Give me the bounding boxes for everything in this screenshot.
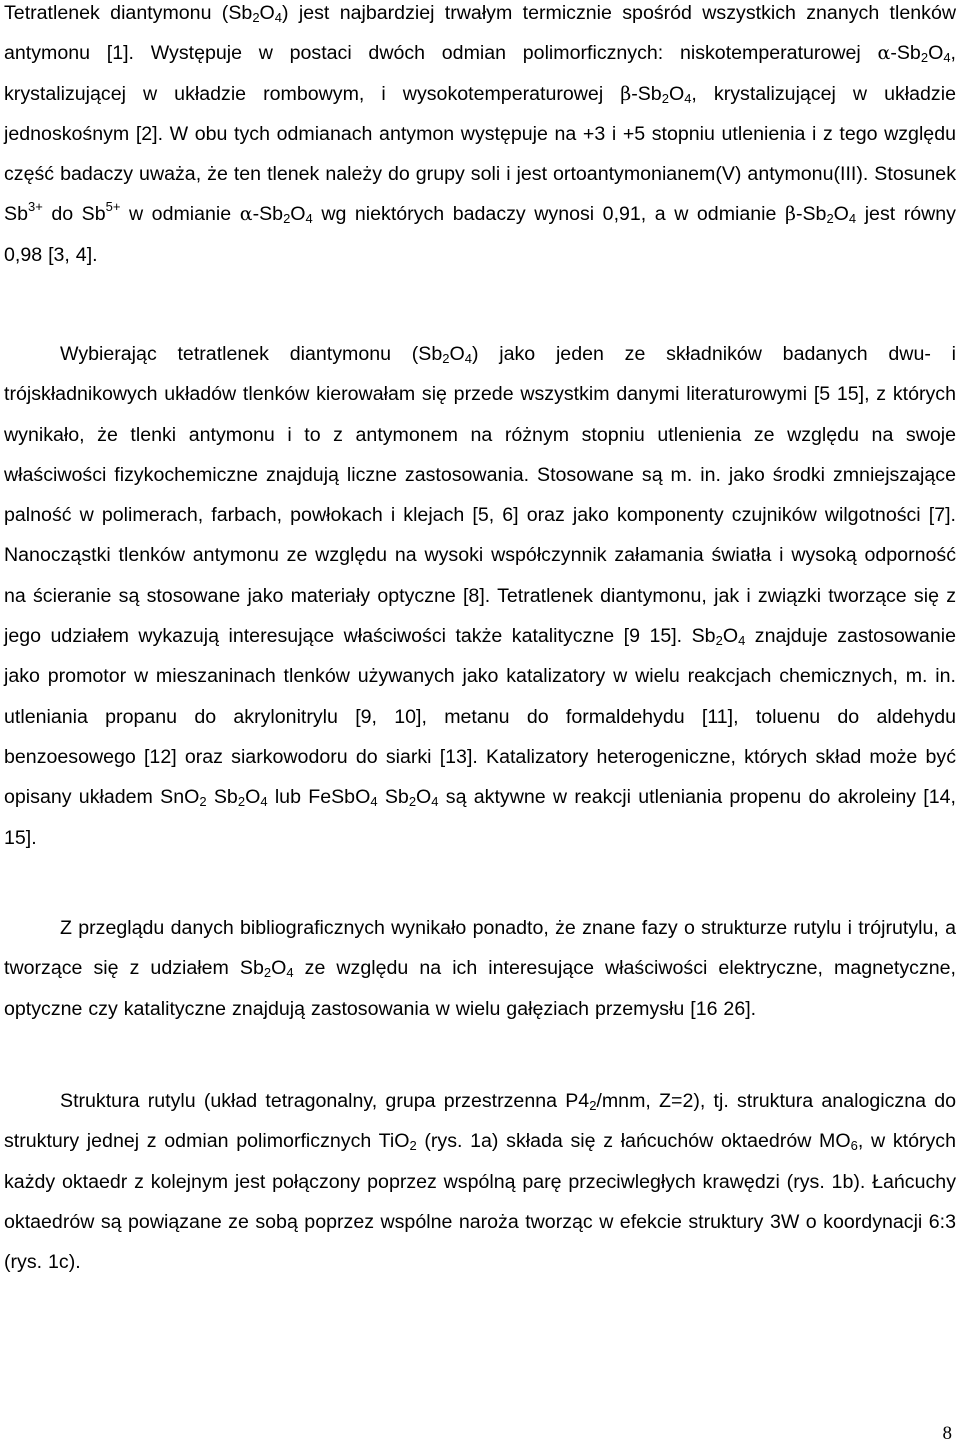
subscript: 2 [715,633,723,649]
greek-letter: α [877,42,891,65]
subscript: 6 [850,1138,858,1154]
text-run: są aktywne w reakcji utleniania propenu do akroleiny [14, 15]. [4,786,956,849]
subscript: 2 [589,1098,597,1113]
subscript: 4 [274,10,283,25]
text-run: O [259,2,275,24]
text-run: -Sb [795,203,827,226]
subscript: 4 [370,794,378,810]
greek-letter: α [239,203,253,226]
text-run: O [271,957,287,980]
subscript: 4 [848,211,857,227]
superscript: 3+ [27,199,43,215]
text-run: O [416,786,432,809]
subscript: 2 [237,794,246,810]
text-run: lub FeSbO [267,786,371,809]
text-run: Sb [377,786,409,809]
text-run: do Sb [42,203,106,226]
text-run: , krystalizującej w układzie rombowym, i wysokotemperaturowej [4,42,956,105]
subscript: 4 [738,633,746,649]
text-run: O [833,203,849,226]
text-run: , w których każdy oktaedr z kolejnym jest połączony poprzez wspólną parę przeciwległych krawędzi (rys. 1b). Łańcuchy oktaedrów są powiązane ze sobą poprzez wspólne naroża tworząc w efekcie struktury 3W o koordynacji 6:3 (rys. 1c). [4,1130,956,1274]
subscript: 4 [260,794,268,810]
text-run: ) jest najbardziej trwałym termicznie spośród wszystkich znanych tlenków antymonu [1]. Występuje w postaci dwóch odmian polimorficznych: niskotemperaturowej [4,2,956,65]
text-run: Tetratlenek diantymonu (Sb [4,2,253,24]
text-run: /mnm, Z=2), tj. struktura analogiczna do struktury jednej z odmian polimorficznych TiO [4,1090,956,1153]
text-run: ze względu na ich interesujące właściwości elektryczne, magnetyczne, optyczne czy katalityczne znajdują zastosowania w wielu gałęziach przemysłu [16 26]. [4,957,957,1020]
paragraph-rutile-phases [4,908,956,1029]
greek-letter: β [620,82,632,105]
greek-letter: β [784,203,796,226]
subscript: 4 [431,794,439,810]
paragraph-sb2o4-polymorphs [4,0,956,275]
text-run: ) jako jeden ze składników badanych dwu- i trójskładnikowych układów tlenków kierowałam się przede wszystkim danymi literaturowymi [5 15], z których wynikało, że tlenki antymonu i to z antymonem na różnym stopniu utlenienia ze względu na swoje właściwości fizykochemiczne znajdują liczne zastosowania. Stosowane są m. in. jako środki zmniejszające palność w polimerach, farbach, powłokach i klejach [5, 6] oraz jako komponenty czujników wilgotności [7]. Nanocząstki tlenków antymonu ze względu na wysoki współczynnik załamania światła i wysoką odporność na ścieranie są stosowane jako materiały optyczne [8]. Tetratlenek diantymonu, jak i związki tworzące się z jego udziałem wykazują interesujące właściwości także katalityczne [9 15]. Sb [4,343,956,648]
text-run: , krystalizującej w układzie jednoskośnym [2]. W obu tych odmianach antymon występuje na +3 i +5 stopniu utlenienia i z tego względu część badaczy uważa, że ten tlenek należy do grupy soli i jest ortoantymonianem(V) antymonu(III). Stosunek Sb [4,82,956,226]
text-run: O [449,343,465,365]
page-number: 8 [942,1423,952,1444]
paragraph-applications [4,334,956,858]
subscript: 2 [283,211,291,227]
paragraph-rutile-structure [4,1081,956,1282]
subscript: 2 [920,50,929,66]
subscript: 4 [943,50,951,66]
subscript: 2 [661,90,669,106]
text-run: -Sb [890,42,921,65]
subscript: 2 [826,211,834,227]
subscript: 4 [305,211,313,227]
text-run: O [928,42,944,65]
text-run: (rys. 1a) składa się z łańcuchów oktaedrów MO [416,1130,851,1153]
subscript: 4 [286,965,294,981]
text-run: Z przeglądu danych bibliograficznych wynikało ponadto, że znane fazy o strukturze rutylu i trójrutylu, a tworzące się z udziałem Sb [4,917,956,980]
text-run: znajduje zastosowanie jako promotor w mieszaninach tlenków używanych jako katalizatory w wielu reakcjach chemicznych, m. in. utleniania propanu do akrylonitrylu [9, 10], metanu do formaldehydu [11], toluenu do aldehydu benzoesowego [12] oraz siarkowodoru do siarki [13]. Katalizatory heterogeniczne, których skład może być opisany układem SnO [4,625,956,809]
subscript: 2 [408,794,417,810]
superscript: 5+ [105,199,121,215]
text-run: -Sb [252,203,284,226]
subscript: 4 [464,351,472,366]
text-run: wg niektórych badaczy wynosi 0,91, a w odmianie [312,203,785,226]
subscript: 2 [442,351,450,366]
subscript: 4 [684,90,692,106]
text-run: Sb [206,786,238,809]
subscript: 2 [263,965,272,981]
text-run: O [245,786,261,809]
text-run: O [290,203,306,226]
text-run: O [722,625,739,648]
text-run: O [668,82,685,105]
subscript: 2 [252,10,260,25]
text-run: Struktura rutylu (układ tetragonalny, grupa przestrzenna P4 [60,1090,590,1112]
text-run: w odmianie [120,203,240,226]
subscript: 2 [199,794,207,810]
text-run: jest równy 0,98 [3, 4]. [4,203,956,266]
subscript: 2 [409,1138,417,1154]
text-run: -Sb [631,82,662,105]
text-run: Wybierając tetratlenek diantymonu (Sb [60,343,443,365]
